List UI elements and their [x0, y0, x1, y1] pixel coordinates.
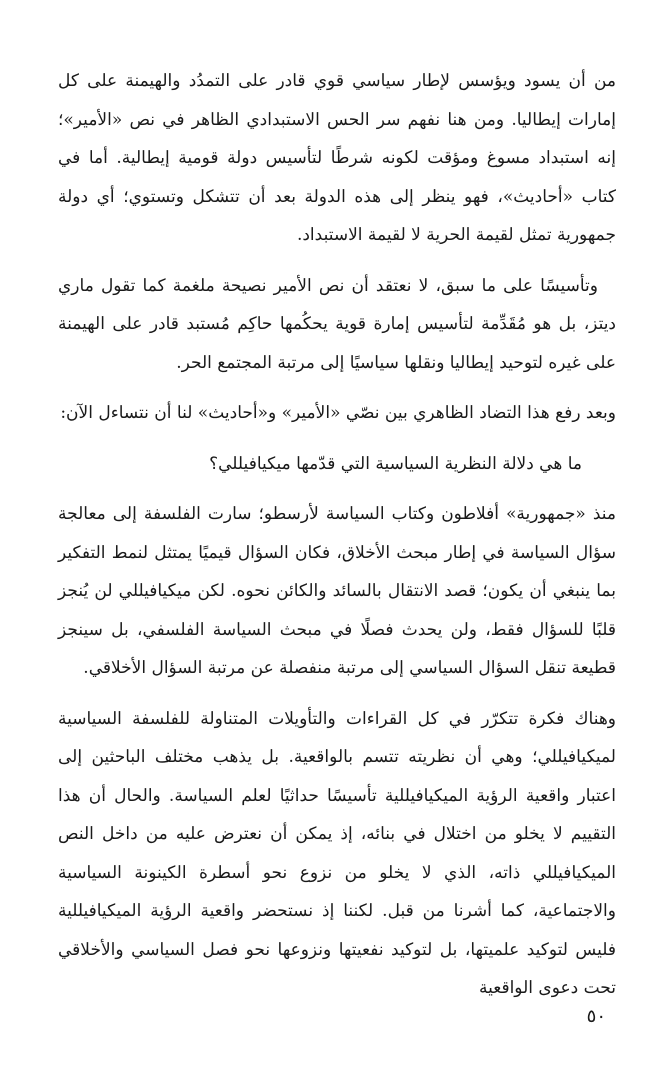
question-line: ما هي دلالة النظرية السياسية التي قدّمها ميكيافيللي؟ [209, 453, 582, 474]
paragraph-2: وتأسيسًا على ما سبق، لا نعتقد أن نص الأمير نصيحة ملغمة كما تقول ماري ديتز، بل هو مُقَدِّمة لتأسيس إمارة قوية يحكُمها حاكِم مُستبد قادر على الهيمنة على غيره لتوحيد إيطاليا ونقلها سياسيًا إلى مرتبة المجتمع الحر. [58, 275, 616, 373]
paragraph-6: وهناك فكرة تتكرّر في كل القراءات والتأويلات المتناولة للفلسفة السياسية لميكيافيللي؛ وهي أن نظريته تتسم بالواقعية. بل يذهب مختلف الباحثين إلى اعتبار واقعية الرؤية الميكيافيللية تأسيسًا حداثيًا لعلم السياسة. والحال أن هذا التقييم لا يخلو من اختلال في بنائه، إذ يمكن أن نعترض عليه من داخل النص الميكيافيللي ذاته، الذي لا يخلو من نزوع نحو أسطرة الكينونة السياسية والاجتماعية، كما أشرنا من قبل. لكننا إذ نستحضر واقعية الرؤية الميكيافيللية فليس لتوكيد علميتها، بل لتوكيد نفعيتها ونزوعها نحو فصل السياسي والأخلاقي تحت دعوى الواقعية [58, 708, 616, 998]
paragraph-3: وبعد رفع هذا التضاد الظاهري بين نصّي «الأمير» و«أحاديث» لنا أن نتساءل الآن: [60, 403, 616, 423]
body-text [58, 62, 616, 1020]
paragraph-5: منذ «جمهورية» أفلاطون وكتاب السياسة لأرسطو؛ سارت الفلسفة إلى معالجة سؤال السياسة في إطار مبحث الأخلاق، فكان السؤال قيميًا يمتثل لنمط التفكير بما ينبغي أن يكون؛ قصد الانتقال بالسائد والكائن نحوه. لكن ميكيافيللي لن يُنجز قلبًا للسؤال فقط، ولن يحدث فصلًا في مبحث السياسة الفلسفي، بل سينجز قطيعة تنقل السؤال السياسي إلى مرتبة منفصلة عن مرتبة السؤال الأخلاقي. [58, 504, 616, 678]
paragraph-1: من أن يسود ويؤسس لإطار سياسي قوي قادر على التمدُد والهيمنة على كل إمارات إيطاليا. ومن هنا نفهم سر الحس الاستبدادي الظاهر في نص «الأمير»؛ إنه استبداد مسوغ ومؤقت لكونه شرطًا لتأسيس دولة قومية إيطالية. أما في كتاب «أحاديث»، فهو ينظر إلى هذه الدولة بعد أن تتشكل وتستوي؛ أي دولة جمهورية تمثل لقيمة الحرية لا لقيمة الاستبداد. [58, 71, 616, 245]
page-number: ٥٠ [586, 1006, 606, 1027]
